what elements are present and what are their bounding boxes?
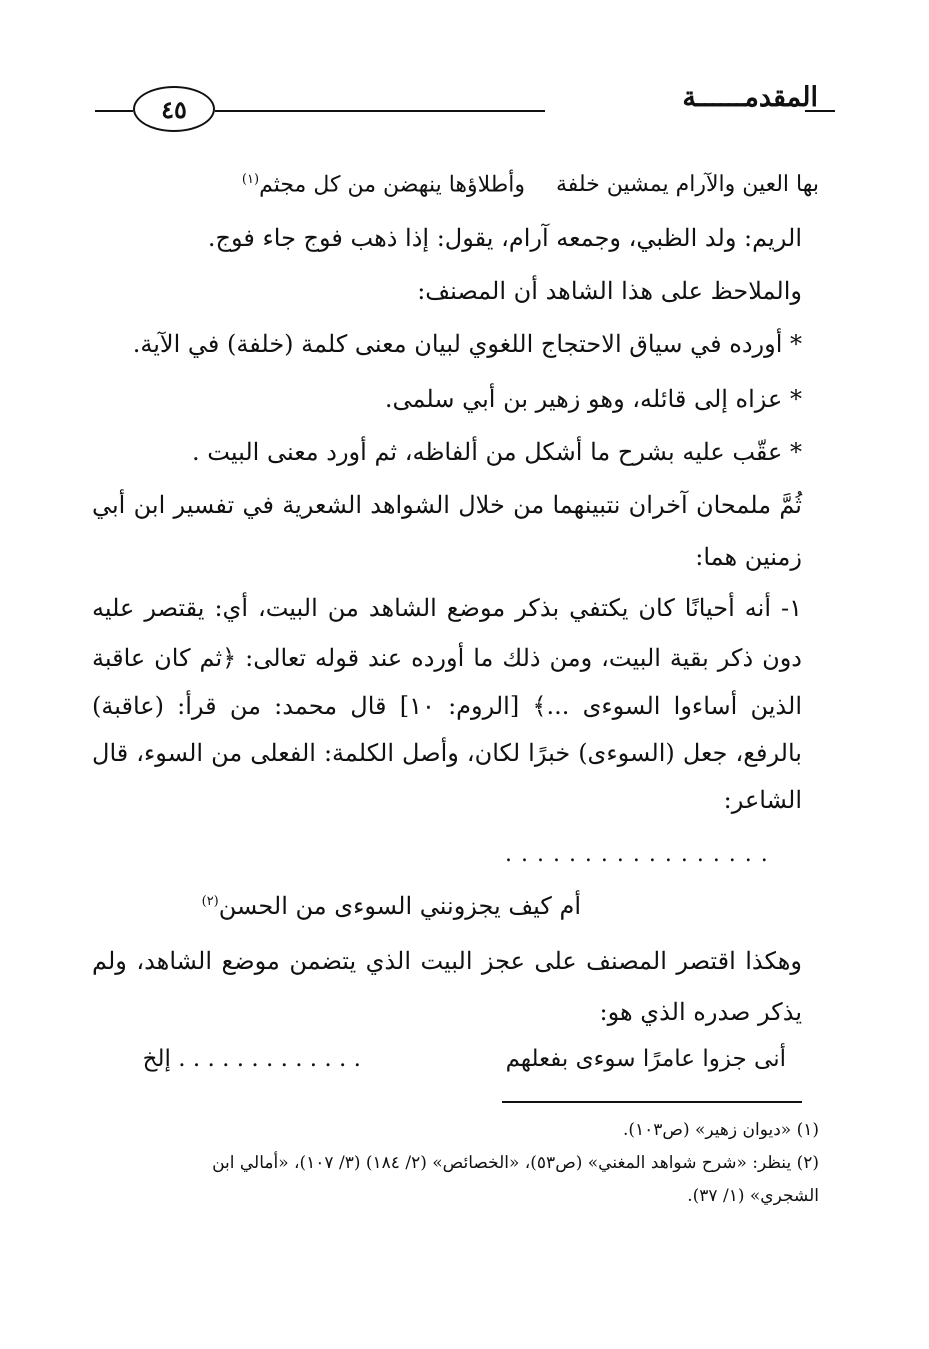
verse-1-right: بها العين والآرام يمشين خلفة [555,172,819,197]
verse-2-dots: . . . . . . . . . . . . . . . . . [505,842,769,867]
footnote-2-line-2: الشجري» (١/ ٣٧). [687,1186,819,1206]
body-line-2: والملاحظ على هذا الشاهد أن المصنف: [417,277,802,305]
body-line-9: دون ذكر بقية البيت، ومن ذلك ما أورده عند قوله تعالى: ﴿ثم كان عاقبة [92,644,802,672]
header-rule-middle [215,110,545,112]
footnote-2-line-1: (٢) ينظر: «شرح شواهد المغني» (ص٥٣)، «الخصائص» (٢/ ١٨٤) (٣/ ١٠٧)، «أمالي ابن [212,1153,819,1173]
body-line-4: * عزاه إلى قائله، وهو زهير بن أبي سلمى. [384,385,802,413]
footnote-1: (١) «ديوان زهير» (ص١٠٣). [622,1120,819,1140]
footnote-marker-1: (١) [241,172,260,187]
page-title: المقدمــــــة [682,82,818,113]
header-rule-left [95,110,133,112]
body-line-13: وهكذا اقتصر المصنف على عجز البيت الذي يتضمن موضع الشاهد، ولم [92,947,803,975]
body-line-1: الريم: ولد الظبي، وجمعه آرام، يقول: إذا ذهب فوج جاء فوج. [207,224,802,252]
body-line-7: زمنين هما: [695,543,802,571]
footnote-separator [502,1101,802,1103]
footnote-marker-2: (٢) [201,894,219,909]
verse-1-left-text: وأطلاؤها ينهضن من كل مجثم [259,172,525,198]
body-line-6: ثُمَّ ملمحان آخران نتبينهما من خلال الشواهد الشعرية في تفسير ابن أبي [92,491,802,519]
body-line-12: الشاعر: [723,786,802,814]
body-line-3: * أورده في سياق الاحتجاج اللغوي لبيان معنى كلمة (خلفة) في الآية. [132,330,802,358]
body-line-11: بالرفع، جعل (السوءى) خبرًا لكان، وأصل الكلمة: الفعلى من السوء، قال [92,739,802,767]
body-line-5: * عقّب عليه بشرح ما أشكل من ألفاظه، ثم أورد معنى البيت . [192,438,802,466]
page-number [133,86,215,132]
verse-2 [202,892,581,920]
verse-3-right: أنى جزوا عامرًا سوءى بفعلهم [505,1046,786,1072]
verse-1-left [242,172,525,197]
verse-2-text: أم كيف يجزونني السوءى من الحسن [218,892,581,920]
page-number-text: ٤٥ [161,94,187,124]
body-line-14: يذكر صدره الذي هو: [599,998,802,1026]
verse-3-left: . . . . . . . . . . . . . إلخ [142,1046,361,1072]
body-line-8: ١- أنه أحيانًا كان يكتفي بذكر موضع الشاهد من البيت، أي: يقتصر عليه [92,594,802,622]
body-line-10: الذين أساءوا السوءى ...﴾ [الروم: ١٠] قال محمد: من قرأ: (عاقبة) [92,692,803,720]
